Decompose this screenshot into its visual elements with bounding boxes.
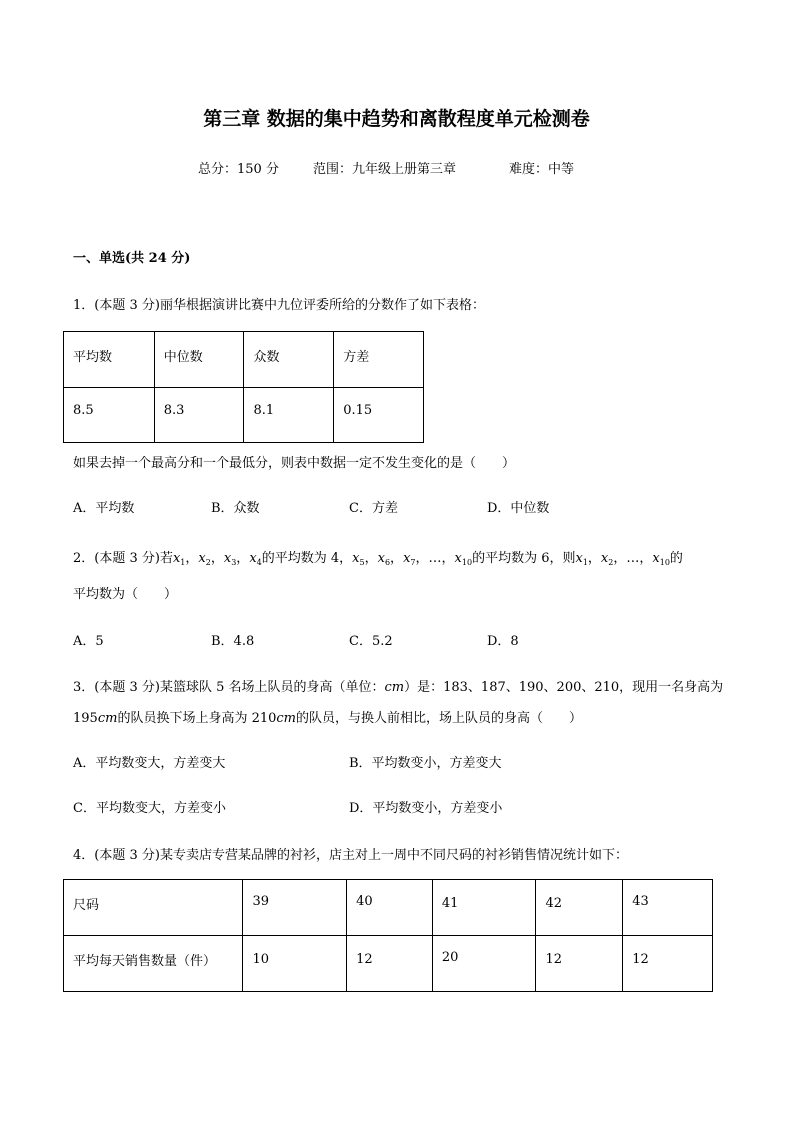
math-comma: ，	[185, 551, 199, 566]
q2-line1	[73, 547, 683, 567]
q1-option-b: B．众数	[211, 501, 260, 516]
q3-text: ）是：183、187、190、200、210，现用一名身高为	[404, 680, 724, 695]
section-heading: 一、单选(共 24 分)	[73, 251, 191, 266]
table-header: 中位数	[154, 332, 244, 388]
math-ellipsis: …	[626, 551, 640, 566]
math-var: x	[454, 551, 462, 566]
table-header: 尺码	[64, 880, 243, 936]
table-cell: 41	[432, 880, 536, 936]
math-subscript: 7	[410, 558, 416, 567]
math-comma: ，	[390, 551, 404, 566]
table-header: 平均每天销售数量（件）	[64, 936, 243, 992]
table-cell: 8.5	[64, 388, 155, 443]
table-cell: 40	[347, 880, 433, 936]
math-var: x	[403, 551, 411, 566]
q2-end: 的	[669, 551, 683, 566]
table-cell: 10	[243, 936, 347, 992]
math-subscript: 10	[659, 558, 670, 567]
math-subscript: 5	[359, 558, 365, 567]
q3-text: 195	[73, 711, 98, 726]
q2-mid2: 的平均数为 6，则	[472, 551, 576, 566]
q3-text: 3．(本题 3 分)某篮球队 5 名场上队员的身高（单位：	[73, 680, 385, 695]
math-comma: ，	[639, 551, 653, 566]
math-comma: ，	[441, 551, 455, 566]
q2-option-d: D．8	[487, 634, 519, 649]
math-subscript: 2	[608, 558, 614, 567]
math-var: x	[223, 551, 232, 566]
math-var: x	[600, 551, 609, 566]
table-cell: 0.15	[334, 388, 424, 443]
q1-question: 如果去掉一个最高分和一个最低分，则表中数据一定不发生变化的是（ ）	[73, 456, 516, 471]
q3-line1	[73, 676, 723, 695]
q2-prefix: 2．(本题 3 分)若	[73, 551, 173, 566]
q4-stem: 4．(本题 3 分)某专卖店专营某品牌的衬衫，店主对上一周中不同尺码的衬衫销售情况统计如下：	[73, 848, 628, 863]
table-cell: 43	[623, 880, 713, 936]
q1-option-d: D．中位数	[487, 501, 550, 516]
unit-cm: cm	[97, 711, 118, 726]
table-cell: 8.1	[244, 388, 334, 443]
q3-text: 的队员换下场上身高为 210	[117, 711, 277, 726]
math-subscript: 2	[205, 558, 211, 567]
page-title: 第三章 数据的集中趋势和离散程度单元检测卷	[203, 108, 590, 130]
q1-table	[63, 331, 424, 443]
math-subscript: 1	[180, 558, 186, 567]
math-comma: ，	[587, 551, 601, 566]
q2-option-b: B．4.8	[211, 634, 255, 649]
q1-stem: 1．(本题 3 分)丽华根据演讲比赛中九位评委所给的分数作了如下表格：	[73, 298, 485, 313]
math-comma: ，	[210, 551, 224, 566]
q3-option-a: A．平均数变大，方差变大	[73, 756, 226, 771]
unit-cm: cm	[384, 680, 405, 695]
q3-line2	[73, 707, 582, 726]
math-subscript: 4	[256, 558, 262, 567]
table-header: 众数	[244, 332, 334, 388]
q2-option-a: A．5	[73, 634, 104, 649]
total-score: 总分：150 分	[198, 162, 279, 177]
table-cell: 20	[432, 936, 536, 992]
q2-line2: 平均数为（ ）	[73, 587, 178, 602]
q3-option-d: D．平均数变小，方差变小	[349, 801, 503, 816]
table-header: 平均数	[64, 332, 155, 388]
math-var: x	[198, 551, 206, 566]
table-cell: 39	[243, 880, 347, 936]
table-cell: 12	[623, 936, 713, 992]
math-var: x	[352, 551, 360, 566]
math-ellipsis: …	[428, 551, 442, 566]
table-header: 方差	[334, 332, 424, 388]
math-subscript: 10	[461, 558, 473, 567]
math-subscript: 1	[582, 558, 588, 567]
math-comma: ，	[236, 551, 250, 566]
q2-option-c: C．5.2	[349, 634, 393, 649]
q3-text: 的队员，与换人前相比，场上队员的身高（ ）	[296, 711, 583, 726]
table-cell: 12	[347, 936, 433, 992]
q2-mid1: 的平均数为 4，	[261, 551, 353, 566]
math-subscript: 6	[384, 558, 391, 567]
math-var: x	[172, 551, 181, 566]
q1-option-a: A．平均数	[73, 501, 135, 516]
q3-option-b: B．平均数变小，方差变大	[349, 756, 502, 771]
math-var: x	[652, 551, 660, 566]
math-comma: ，	[364, 551, 378, 566]
scope: 范围：九年级上册第三章	[313, 162, 457, 177]
q4-table	[63, 879, 713, 992]
q3-option-c: C．平均数变大，方差变小	[73, 801, 226, 816]
table-cell: 12	[536, 936, 623, 992]
math-var: x	[575, 551, 583, 566]
unit-cm: cm	[276, 711, 296, 726]
math-comma: ，	[415, 551, 429, 566]
math-comma: ，	[613, 551, 627, 566]
math-var: x	[377, 551, 385, 566]
table-cell: 42	[536, 880, 623, 936]
table-cell: 8.3	[154, 388, 244, 443]
math-var: x	[249, 551, 257, 566]
math-subscript: 3	[231, 558, 237, 567]
q1-option-c: C．方差	[349, 501, 398, 516]
difficulty: 难度：中等	[509, 162, 575, 177]
